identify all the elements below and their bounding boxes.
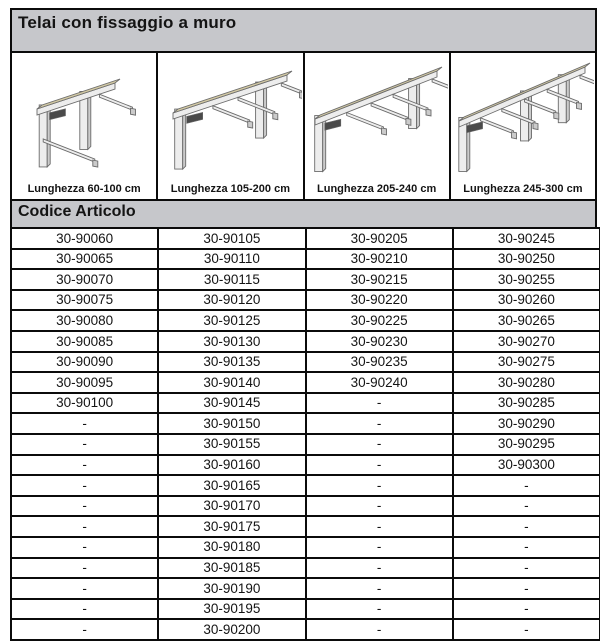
code-cell: 30-90100 (11, 393, 158, 414)
code-cell: 30-90205 (306, 228, 453, 249)
code-cell: 30-90140 (158, 372, 305, 393)
table-row (11, 537, 600, 558)
code-cell: 30-90155 (158, 434, 305, 455)
code-cell: - (306, 599, 453, 620)
code-cell: 30-90195 (158, 599, 305, 620)
table-row (11, 434, 600, 455)
code-cell: - (306, 434, 453, 455)
table-row (11, 352, 600, 373)
code-cell: - (453, 558, 600, 579)
table-row (11, 599, 600, 620)
wall-frame-illustration-icon (451, 55, 594, 183)
code-cell: 30-90080 (11, 310, 158, 331)
code-cell: - (453, 619, 600, 640)
code-cell: 30-90070 (11, 269, 158, 290)
code-cell: 30-90065 (11, 249, 158, 270)
frame-cell (156, 53, 302, 199)
table-row (11, 228, 600, 249)
frame-length-label: Lunghezza 60-100 cm (27, 183, 141, 195)
table-row (11, 516, 600, 537)
code-cell: - (306, 475, 453, 496)
code-cell: 30-90130 (158, 331, 305, 352)
code-cell: 30-90225 (306, 310, 453, 331)
table-row (11, 372, 600, 393)
code-cell: - (453, 496, 600, 517)
code-cell: 30-90200 (158, 619, 305, 640)
code-cell: 30-90230 (306, 331, 453, 352)
table-row (11, 496, 600, 517)
code-cell: - (11, 434, 158, 455)
frame-cell (449, 53, 595, 199)
code-cell: 30-90160 (158, 455, 305, 476)
table-row (11, 455, 600, 476)
code-cell: 30-90245 (453, 228, 600, 249)
code-cell: 30-90165 (158, 475, 305, 496)
code-cell: - (11, 496, 158, 517)
code-cell: 30-90210 (306, 249, 453, 270)
code-cell: 30-90090 (11, 352, 158, 373)
code-cell: - (306, 516, 453, 537)
code-cell: 30-90190 (158, 578, 305, 599)
code-cell: 30-90240 (306, 372, 453, 393)
frame-length-label: Lunghezza 245-300 cm (463, 183, 583, 195)
code-cell: 30-90280 (453, 372, 600, 393)
code-cell: - (453, 516, 600, 537)
code-cell: 30-90175 (158, 516, 305, 537)
code-cell: 30-90295 (453, 434, 600, 455)
table-row (11, 331, 600, 352)
code-cell: - (11, 516, 158, 537)
frame-cell (12, 53, 156, 199)
code-cell: 30-90110 (158, 249, 305, 270)
wall-frame-illustration-icon (305, 55, 448, 183)
codes-body (11, 228, 600, 640)
code-cell: 30-90285 (453, 393, 600, 414)
code-cell: - (306, 578, 453, 599)
code-cell: 30-90255 (453, 269, 600, 290)
table-row (11, 249, 600, 270)
code-cell: - (453, 578, 600, 599)
code-cell: 30-90300 (453, 455, 600, 476)
code-cell: - (11, 619, 158, 640)
code-cell: - (11, 558, 158, 579)
code-cell: 30-90290 (453, 413, 600, 434)
code-cell: 30-90260 (453, 290, 600, 311)
code-cell: 30-90060 (11, 228, 158, 249)
table-row (11, 393, 600, 414)
code-cell: - (453, 599, 600, 620)
code-cell: - (306, 393, 453, 414)
code-cell: 30-90105 (158, 228, 305, 249)
product-sheet (10, 8, 597, 641)
sheet-title: Telai con fissaggio a muro (18, 13, 237, 32)
code-cell: 30-90120 (158, 290, 305, 311)
code-cell: - (306, 619, 453, 640)
frame-length-label: Lunghezza 105-200 cm (170, 183, 290, 195)
code-cell: - (306, 496, 453, 517)
code-cell: - (11, 537, 158, 558)
code-cell: 30-90265 (453, 310, 600, 331)
code-cell: 30-90115 (158, 269, 305, 290)
table-row (11, 413, 600, 434)
table-row (11, 475, 600, 496)
code-cell: 30-90215 (306, 269, 453, 290)
frame-length-label: Lunghezza 205-240 cm (317, 183, 437, 195)
code-cell: 30-90095 (11, 372, 158, 393)
code-cell: 30-90135 (158, 352, 305, 373)
table-row (11, 619, 600, 640)
code-cell: 30-90170 (158, 496, 305, 517)
table-row (11, 290, 600, 311)
code-cell: - (306, 537, 453, 558)
frame-cell (303, 53, 449, 199)
code-cell: 30-90145 (158, 393, 305, 414)
section-header-band (10, 201, 597, 227)
code-cell: 30-90270 (453, 331, 600, 352)
code-cell: - (453, 537, 600, 558)
code-cell: 30-90220 (306, 290, 453, 311)
code-cell: 30-90250 (453, 249, 600, 270)
table-row (11, 558, 600, 579)
code-cell: 30-90185 (158, 558, 305, 579)
table-row (11, 578, 600, 599)
code-cell: 30-90180 (158, 537, 305, 558)
code-cell: - (11, 455, 158, 476)
table-row (11, 269, 600, 290)
code-cell: - (306, 413, 453, 434)
wall-frame-illustration-icon (159, 55, 302, 183)
section-header: Codice Articolo (18, 203, 136, 220)
code-cell: - (11, 578, 158, 599)
sheet-title-band (10, 8, 597, 53)
frame-images-row (10, 53, 597, 201)
table-row (11, 310, 600, 331)
code-cell: - (11, 413, 158, 434)
wall-frame-illustration-icon (13, 55, 156, 183)
code-cell: - (11, 475, 158, 496)
codes-table (10, 227, 600, 641)
code-cell: - (11, 599, 158, 620)
code-cell: 30-90085 (11, 331, 158, 352)
code-cell: 30-90150 (158, 413, 305, 434)
code-cell: - (306, 455, 453, 476)
code-cell: 30-90125 (158, 310, 305, 331)
code-cell: - (306, 558, 453, 579)
code-cell: 30-90075 (11, 290, 158, 311)
code-cell: 30-90235 (306, 352, 453, 373)
code-cell: 30-90275 (453, 352, 600, 373)
code-cell: - (453, 475, 600, 496)
